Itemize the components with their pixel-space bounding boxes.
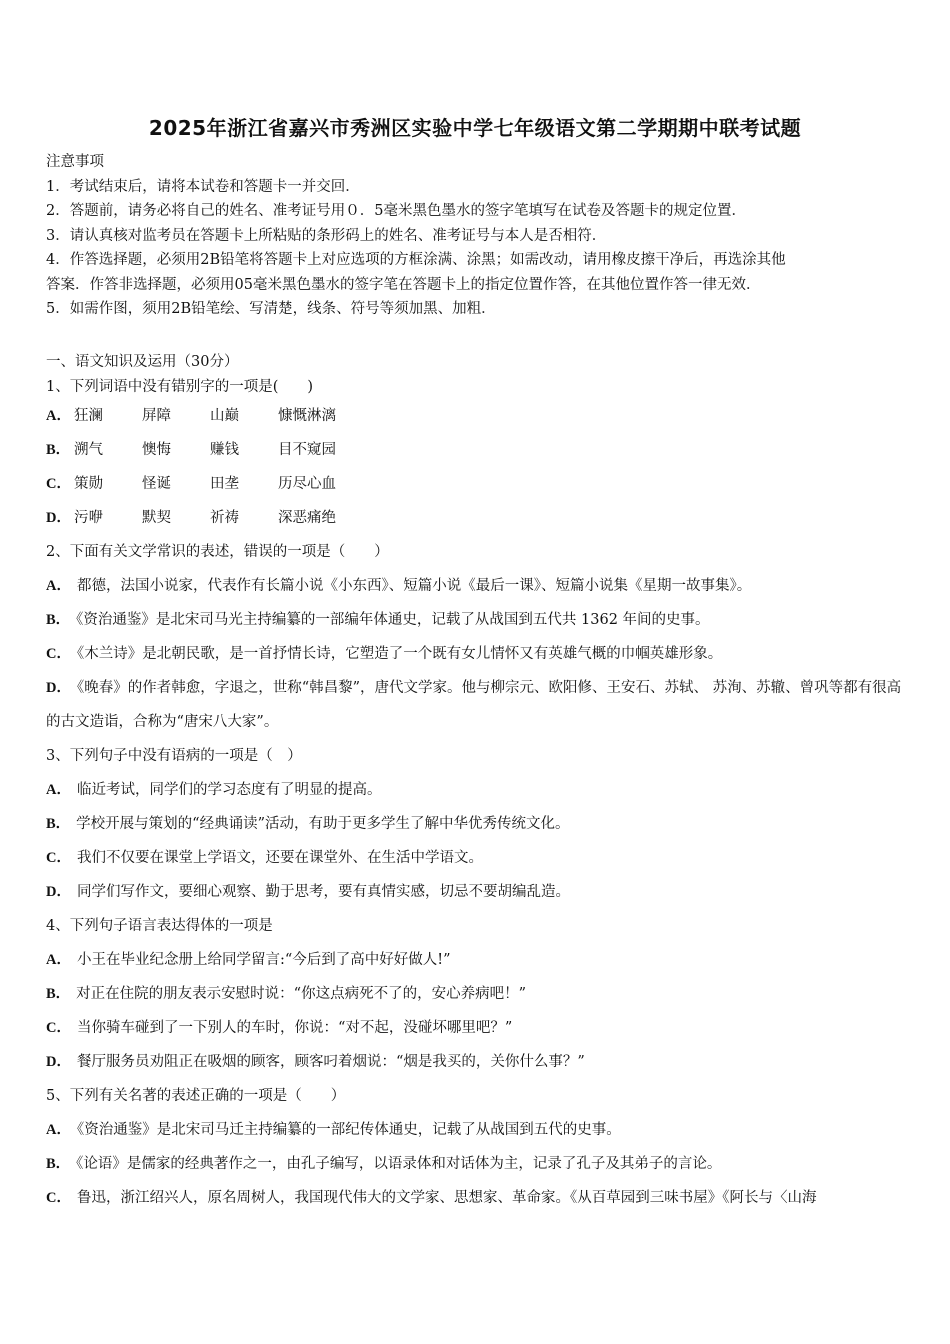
q5-option-a: A． 《资治通鉴》是北宋司马迁主持编纂的一部纪传体通史，记载了从战国到五代的史事。 — [46, 1122, 621, 1138]
q4-option-d: D． 餐厅服务员劝阻正在吸烟的顾客，顾客叼着烟说：“烟是我买的，关你什么事？” — [46, 1054, 585, 1070]
section-heading: 一、语文知识及运用（30分） — [46, 354, 239, 370]
notice-item: 答案．作答非选择题，必须用05毫米黑色墨水的签字笔在答题卡上的指定位置作答，在其他位置作答一律无效． — [46, 276, 761, 293]
q4-option-b: B． 对正在住院的朋友表示安慰时说：“你这点病死不了的，安心养病吧！” — [46, 986, 526, 1002]
notice-item: 1．考试结束后，请将本试卷和答题卡一并交回． — [46, 178, 360, 195]
q3-option-c: C． 我们不仅要在课堂上学语文，还要在课堂外、在生活中学语文。 — [46, 850, 483, 866]
notice-item: 3．请认真核对监考员在答题卡上所粘贴的条形码上的姓名、准考证号与本人是否相符． — [46, 227, 607, 244]
notice-heading: 注意事项 — [46, 154, 104, 170]
q4-option-a: A． 小王在毕业纪念册上给同学留言:“今后到了高中好好做人!” — [46, 952, 451, 968]
q2-option-d: D． 《晚春》的作者韩愈，字退之，世称“韩昌黎”，唐代文学家。他与柳宗元、欧阳修、王安石、苏轼、 苏洵、苏辙、曾巩等都有很高的古文造诣，合称为“唐宋八大家”。 — [46, 680, 902, 730]
question-1-stem: 1、下列词语中没有错别字的一项是( ) — [46, 379, 314, 395]
q3-option-a: A． 临近考试，同学们的学习态度有了明显的提高。 — [46, 782, 382, 798]
questions — [46, 350, 908, 1215]
q2-option-c: C． 《木兰诗》是北朝民歌，是一首抒情长诗，它塑造了一个既有女儿情怀又有英雄气概的巾帼英雄形象。 — [46, 646, 723, 662]
q5-option-b: B． 《论语》是儒家的经典著作之一，由孔子编写，以语录体和对话体为主，记录了孔子及其弟子的言论。 — [46, 1156, 722, 1172]
notice-item: 4．作答选择题，必须用2B铅笔将答题卡上对应选项的方框涂满、涂黑；如需改动，请用橡皮擦干净后，再选涂其他 — [46, 252, 786, 268]
q1-option-b: B． 溯气 懊悔 赚钱 目不窥园 — [46, 442, 336, 458]
q3-option-b: B． 学校开展与策划的“经典诵读”活动，有助于更多学生了解中华优秀传统文化。 — [46, 816, 570, 832]
notice-item: 5．如需作图，须用2B铅笔绘、写清楚，线条、符号等须加黑、加粗． — [46, 301, 496, 317]
q1-option-d: D． 污咿 默契 祈祷 深恶痛绝 — [46, 510, 336, 526]
question-3-stem: 3、下列句子中没有语病的一项是（ ） — [46, 748, 302, 764]
q5-option-c: C． 鲁迅，浙江绍兴人，原名周树人，我国现代伟大的文学家、思想家、革命家。《从百草园到三味书屋》《阿长与〈山海 — [46, 1190, 817, 1206]
question-5-stem: 5、下列有关名著的表述正确的一项是（ ） — [46, 1088, 346, 1104]
notice-item: 2．答题前，请务必将自己的姓名、准考证号用０．5毫米黑色墨水的签字笔填写在试卷及答题卡的规定位置． — [46, 203, 746, 219]
q2-option-b: B． 《资治通鉴》是北宋司马光主持编纂的一部编年体通史，记载了从战国到五代共 1362 年间的史事。 — [46, 612, 710, 628]
q4-option-c: C． 当你骑车碰到了一下别人的车时，你说：“对不起，没碰坏哪里吧？” — [46, 1020, 513, 1036]
question-2-stem: 2、下面有关文学常识的表述，错误的一项是（ ） — [46, 544, 389, 560]
page-title: 2025年浙江省嘉兴市秀洲区实验中学七年级语文第二学期期中联考试题 — [148, 116, 802, 140]
notice-block — [46, 150, 908, 322]
q3-option-d: D． 同学们写作文，要细心观察、勤于思考，要有真情实感，切忌不要胡编乱造。 — [46, 884, 570, 900]
q2-option-a: A． 都德，法国小说家，代表作有长篇小说《小东西》、短篇小说《最后一课》、短篇小说集《星期一故事集》。 — [46, 578, 752, 594]
q1-option-a: A． 狂澜 屏障 山巅 慷慨淋漓 — [46, 408, 336, 424]
question-4-stem: 4、下列句子语言表达得体的一项是 — [46, 918, 273, 934]
q1-option-c: C． 策勋 怪诞 田垄 历尽心血 — [46, 476, 336, 492]
